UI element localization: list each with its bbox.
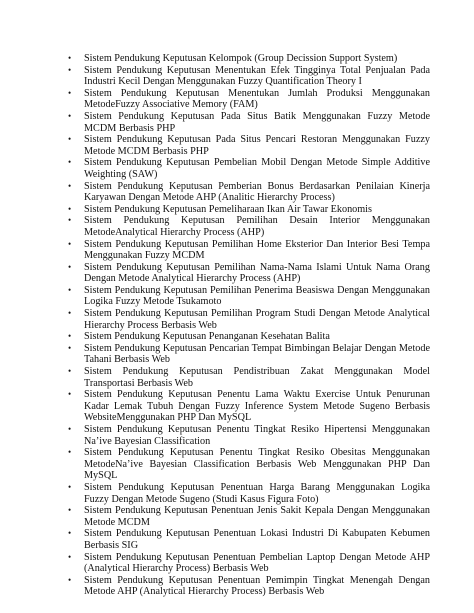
list-item bbox=[68, 424, 430, 447]
list-item-text: Sistem Pendukung Keputusan Penentuan Pembelian Laptop Dengan Metode AHP (Analytical Hierarchy Process) Berbasis Web bbox=[84, 551, 430, 575]
list-item bbox=[68, 389, 430, 424]
list-item-text: Sistem Pendukung Keputusan Pada Situs Batik Menggunakan Fuzzy Metode MCDM Berbasis PHP bbox=[84, 110, 430, 134]
list-item bbox=[68, 157, 430, 180]
list-item bbox=[68, 308, 430, 331]
list-item bbox=[68, 366, 430, 389]
list-item-text: Sistem Pendukung Keputusan Pemberian Bonus Berdasarkan Penilaian Kinerja Karyawan Dengan Metode AHP (Analitic Hierarchy Process) bbox=[84, 180, 430, 204]
bullet-icon: • bbox=[68, 308, 72, 319]
list-item-text: Sistem Pendukung Keputusan Penentu Tingkat Resiko Hipertensi Menggunakan Na’ive Bayesian Classification bbox=[84, 424, 430, 447]
bullet-icon: • bbox=[68, 261, 72, 272]
list-item-text: Sistem Pendukung Keputusan Pemeliharaan Ikan Air Tawar Ekonomis bbox=[84, 203, 372, 215]
bullet-icon: • bbox=[68, 284, 72, 295]
list-item bbox=[68, 528, 430, 551]
list-item-text: Sistem Pendukung Keputusan Pemilihan Penerima Beasiswa Dengan Menggunakan Logika Fuzzy Metode Tsukamoto bbox=[84, 284, 430, 308]
list-item-text: Sistem Pendukung Keputusan Penentu Tingkat Resiko Obesitas Menggunakan MetodeNa’ive Bayesian Classification Berbasis Web Menggunakan PHP Dan MySQL bbox=[84, 447, 430, 482]
list-item bbox=[68, 575, 430, 598]
list-item bbox=[68, 285, 430, 308]
list-item bbox=[68, 552, 430, 575]
bullet-icon: • bbox=[68, 424, 72, 434]
list-item-text: Sistem Pendukung Keputusan Penanganan Kesehatan Balita bbox=[84, 331, 330, 343]
bullet-icon: • bbox=[68, 53, 72, 63]
list-item-text: Sistem Pendukung Keputusan Penentuan Harga Barang Menggunakan Logika Fuzzy Dengan Metode Sugeno (Studi Kasus Figura Foto) bbox=[84, 481, 430, 505]
bullet-icon: • bbox=[68, 481, 72, 492]
list-item bbox=[68, 65, 430, 88]
bullet-icon: • bbox=[68, 574, 72, 585]
bullet-icon: • bbox=[68, 110, 72, 121]
bullet-icon: • bbox=[68, 203, 72, 214]
list-item bbox=[68, 239, 430, 262]
list-item-text: Sistem Pendukung Keputusan Menentukan Efek Tingginya Total Penjualan Pada Industri Kecil Dengan Menggunakan Fuzzy Quantification Theory I bbox=[84, 64, 430, 88]
list-item-text: Sistem Pendukung Keputusan Penentuan Pemimpin Tingkat Menengah Dengan Metode AHP (Analytical Hierarchy Process) Berbasis Web bbox=[84, 574, 430, 598]
list-item bbox=[68, 111, 430, 134]
list-item-text: Sistem Pendukung Keputusan Pencarian Tempat Bimbingan Belajar Dengan Metode Tahani Berbasis Web bbox=[84, 342, 430, 366]
list-item-text: Sistem Pendukung Keputusan Pemilihan Program Studi Dengan Metode Analytical Hierarchy Process Berbasis Web bbox=[84, 308, 430, 331]
bullet-icon: • bbox=[68, 215, 72, 226]
bullet-icon: • bbox=[68, 64, 72, 75]
bullet-icon: • bbox=[68, 366, 72, 377]
topic-list bbox=[68, 53, 430, 598]
bullet-icon: • bbox=[68, 389, 72, 400]
list-item-text: Sistem Pendukung Keputusan Penentu Lama Waktu Exercise Untuk Penurunan Kadar Lemak Tubuh Dengan Fuzzy Inference System Metode Sugeno Berbasis WebsiteMenggunakan PHP Dan MySQL bbox=[84, 389, 430, 424]
list-item-text: Sistem Pendukung Keputusan Penentuan Jenis Sakit Kepala Dengan Menggunakan Metode MCDM bbox=[84, 505, 430, 528]
list-item-text: Sistem Pendukung Keputusan Pembelian Mobil Dengan Metode Simple Additive Weighting (SAW) bbox=[84, 157, 430, 180]
list-item-text: Sistem Pendukung Keputusan Pemilihan Home Eksterior Dan Interior Besi Tempa Menggunakan Fuzzy MCDM bbox=[84, 238, 430, 262]
bullet-icon: • bbox=[68, 134, 72, 145]
list-item-text: Sistem Pendukung Keputusan Penentuan Lokasi Industri Di Kabupaten Kebumen Berbasis SIG bbox=[84, 528, 430, 551]
bullet-icon: • bbox=[68, 331, 72, 342]
list-item bbox=[68, 331, 430, 343]
list-item-text: Sistem Pendukung Keputusan Pada Situs Pencari Restoran Menggunakan Fuzzy Metode MCDM Berbasis PHP bbox=[84, 134, 430, 157]
bullet-icon: • bbox=[68, 180, 72, 191]
list-item bbox=[68, 215, 430, 238]
list-item-text: Sistem Pendukung Keputusan Pemilihan Desain Interior Menggunakan MetodeAnalytical Hierarchy Process (AHP) bbox=[84, 215, 430, 238]
list-item-text: Sistem Pendukung Keputusan Pemilihan Nama-Nama Islami Untuk Nama Orang Dengan Metode Analytical Hierarchy Process (AHP) bbox=[84, 261, 430, 285]
list-item bbox=[68, 262, 430, 285]
list-item bbox=[68, 53, 430, 65]
list-item bbox=[68, 343, 430, 366]
list-item bbox=[68, 447, 430, 482]
bullet-icon: • bbox=[68, 342, 72, 353]
list-item bbox=[68, 482, 430, 505]
list-item-text: Sistem Pendukung Keputusan Menentukan Jumlah Produksi Menggunakan MetodeFuzzy Associative Memory (FAM) bbox=[84, 87, 430, 111]
list-item bbox=[68, 181, 430, 204]
bullet-icon: • bbox=[68, 238, 72, 249]
list-item bbox=[68, 88, 430, 111]
list-item bbox=[68, 134, 430, 157]
bullet-icon: • bbox=[68, 505, 72, 516]
bullet-icon: • bbox=[68, 447, 72, 458]
list-item-text: Sistem Pendukung Keputusan Kelompok (Group Decission Support System) bbox=[84, 53, 398, 64]
bullet-icon: • bbox=[68, 551, 72, 562]
bullet-icon: • bbox=[68, 528, 72, 539]
list-item bbox=[68, 505, 430, 528]
list-item bbox=[68, 204, 430, 216]
list-item-text: Sistem Pendukung Keputusan Pendistribuan Zakat Menggunakan Model Transportasi Berbasis Web bbox=[84, 366, 430, 389]
bullet-icon: • bbox=[68, 157, 72, 168]
bullet-icon: • bbox=[68, 87, 72, 98]
